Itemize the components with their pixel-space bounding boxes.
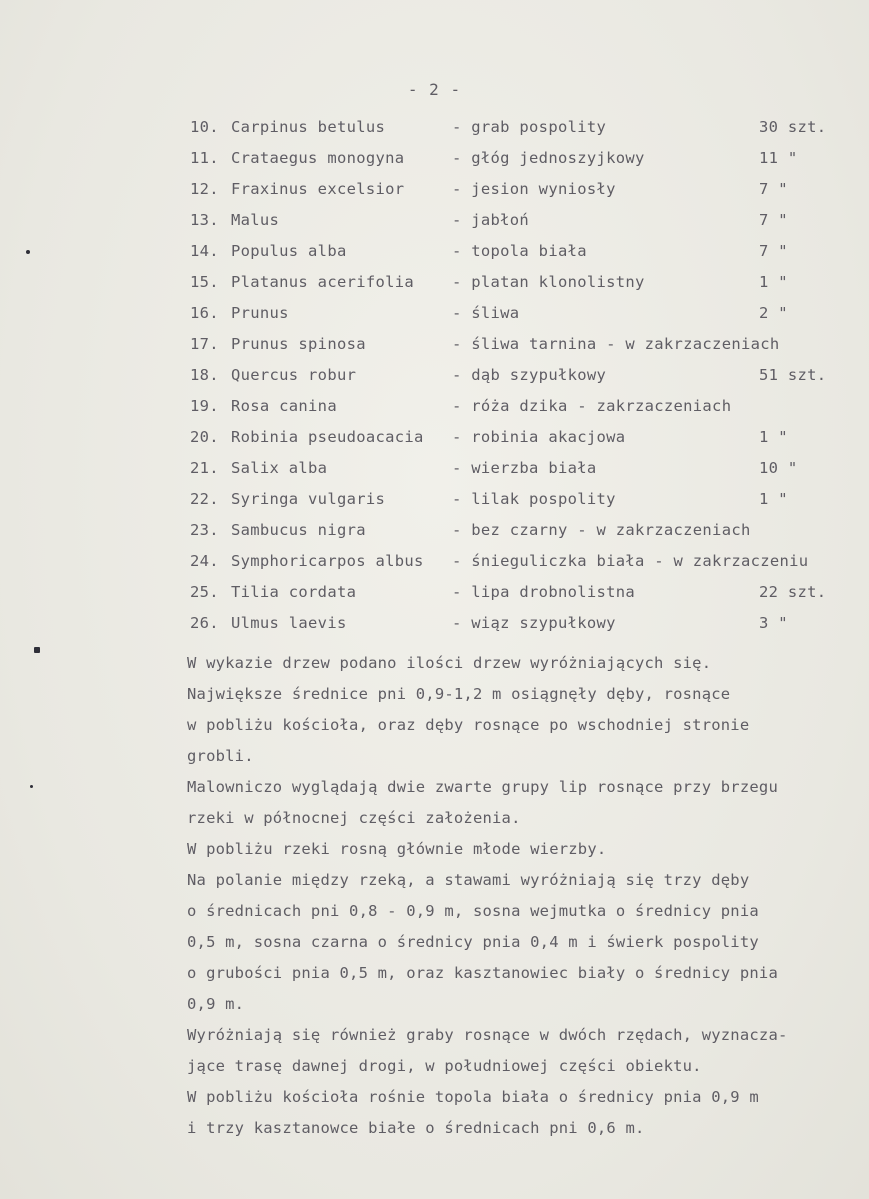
latin-name: Platanus acerifolia <box>231 273 415 291</box>
species-number: 16. <box>190 304 219 322</box>
species-row <box>190 490 849 521</box>
prose-line: Największe średnice pni 0,9-1,2 m osiągnęły dęby, rosnące <box>187 685 731 703</box>
page-number: - 2 - <box>407 80 462 99</box>
species-number: 12. <box>190 180 219 198</box>
polish-name: - lilak pospolity <box>452 490 616 508</box>
species-row <box>190 211 849 242</box>
tree-count: 7 " <box>759 180 788 198</box>
margin-dot <box>26 250 30 254</box>
species-number: 23. <box>190 521 219 539</box>
species-number: 14. <box>190 242 219 260</box>
species-row <box>190 552 849 583</box>
polish-name: - robinia akacjowa <box>452 428 626 446</box>
latin-name: Carpinus betulus <box>231 118 386 136</box>
species-row <box>190 521 849 552</box>
prose-line: jące trasę dawnej drogi, w południowej części obiektu. <box>187 1057 702 1075</box>
species-number: 24. <box>190 552 219 570</box>
prose-line: Na polanie między rzeką, a stawami wyróżniają się trzy dęby <box>187 871 750 889</box>
prose-line: W wykazie drzew podano ilości drzew wyróżniających się. <box>187 654 712 672</box>
species-row <box>190 304 849 335</box>
polish-name: - jabłoń <box>452 211 530 229</box>
polish-name: - wiąz szypułkowy <box>452 614 616 632</box>
species-row <box>190 397 849 428</box>
prose-line: grobli. <box>187 747 254 765</box>
tree-count: 1 " <box>759 428 788 446</box>
prose-line: W pobliżu rzeki rosną głównie młode wierzby. <box>187 840 607 858</box>
prose-line: W pobliżu kościoła rośnie topola biała o średnicy pnia 0,9 m <box>187 1088 759 1106</box>
latin-name: Ulmus laevis <box>231 614 347 632</box>
tree-count: 7 " <box>759 242 788 260</box>
latin-name: Populus alba <box>231 242 347 260</box>
species-row <box>190 273 849 304</box>
tree-count: 22 szt. <box>759 583 827 601</box>
species-number: 11. <box>190 149 219 167</box>
polish-name: - dąb szypułkowy <box>452 366 607 384</box>
species-number: 15. <box>190 273 219 291</box>
prose-line: o średnicach pni 0,8 - 0,9 m, sosna wejmutka o średnicy pnia <box>187 902 759 920</box>
species-row <box>190 335 849 366</box>
species-row <box>190 242 849 273</box>
species-number: 17. <box>190 335 219 353</box>
tree-count: 1 " <box>759 490 788 508</box>
species-number: 13. <box>190 211 219 229</box>
species-row <box>190 428 849 459</box>
species-row <box>190 118 849 149</box>
latin-name: Symphoricarpos albus <box>231 552 424 570</box>
latin-name: Malus <box>231 211 280 229</box>
prose-text <box>187 654 857 1150</box>
latin-name: Salix alba <box>231 459 328 477</box>
tree-count: 10 " <box>759 459 798 477</box>
polish-name: - śliwa <box>452 304 520 322</box>
latin-name: Sambucus nigra <box>231 521 366 539</box>
tree-count: 3 " <box>759 614 788 632</box>
latin-name: Prunus <box>231 304 289 322</box>
species-number: 18. <box>190 366 219 384</box>
species-row <box>190 583 849 614</box>
latin-name: Prunus spinosa <box>231 335 366 353</box>
latin-name: Quercus robur <box>231 366 357 384</box>
latin-name: Fraxinus excelsior <box>231 180 405 198</box>
polish-name: - jesion wyniosły <box>452 180 616 198</box>
prose-line: 0,9 m. <box>187 995 245 1013</box>
prose-line: o grubości pnia 0,5 m, oraz kasztanowiec biały o średnicy pnia <box>187 964 778 982</box>
species-row <box>190 459 849 490</box>
polish-name: - topola biała <box>452 242 587 260</box>
prose-line: w pobliżu kościoła, oraz dęby rosnące po wschodniej stronie <box>187 716 750 734</box>
tree-count: 51 szt. <box>759 366 827 384</box>
tree-count: 1 " <box>759 273 788 291</box>
margin-mark <box>34 647 40 653</box>
polish-name: - głóg jednoszyjkowy <box>452 149 645 167</box>
species-list <box>190 118 849 645</box>
latin-name: Syringa vulgaris <box>231 490 386 508</box>
species-row <box>190 149 849 180</box>
latin-name: Rosa canina <box>231 397 337 415</box>
tree-count: 11 " <box>759 149 798 167</box>
polish-name: - bez czarny - w zakrzaczeniach <box>452 521 751 539</box>
polish-name: - platan klonolistny <box>452 273 645 291</box>
polish-name: - wierzba biała <box>452 459 597 477</box>
tree-count: 2 " <box>759 304 788 322</box>
species-number: 26. <box>190 614 219 632</box>
tree-count: 30 szt. <box>759 118 827 136</box>
latin-name: Tilia cordata <box>231 583 357 601</box>
polish-name: - lipa drobnolistna <box>452 583 636 601</box>
polish-name: - róża dzika - zakrzaczeniach <box>452 397 732 415</box>
margin-dot <box>30 785 33 788</box>
polish-name: - grab pospolity <box>452 118 607 136</box>
species-number: 10. <box>190 118 219 136</box>
species-number: 21. <box>190 459 219 477</box>
prose-line: Malowniczo wyglądają dwie zwarte grupy lip rosnące przy brzegu <box>187 778 778 796</box>
polish-name: - śliwa tarnina - w zakrzaczeniach <box>452 335 780 353</box>
latin-name: Robinia pseudoacacia <box>231 428 424 446</box>
prose-line: Wyróżniają się również graby rosnące w dwóch rzędach, wyznacza- <box>187 1026 788 1044</box>
species-number: 20. <box>190 428 219 446</box>
latin-name: Crataegus monogyna <box>231 149 405 167</box>
species-row <box>190 614 849 645</box>
polish-name: - śnieguliczka biała - w zakrzaczeniu <box>452 552 809 570</box>
species-number: 22. <box>190 490 219 508</box>
prose-line: 0,5 m, sosna czarna o średnicy pnia 0,4 m i świerk pospolity <box>187 933 759 951</box>
species-number: 19. <box>190 397 219 415</box>
species-number: 25. <box>190 583 219 601</box>
tree-count: 7 " <box>759 211 788 229</box>
prose-line: i trzy kasztanowce białe o średnicach pni 0,6 m. <box>187 1119 645 1137</box>
species-row <box>190 366 849 397</box>
prose-line: rzeki w północnej części założenia. <box>187 809 521 827</box>
species-row <box>190 180 849 211</box>
